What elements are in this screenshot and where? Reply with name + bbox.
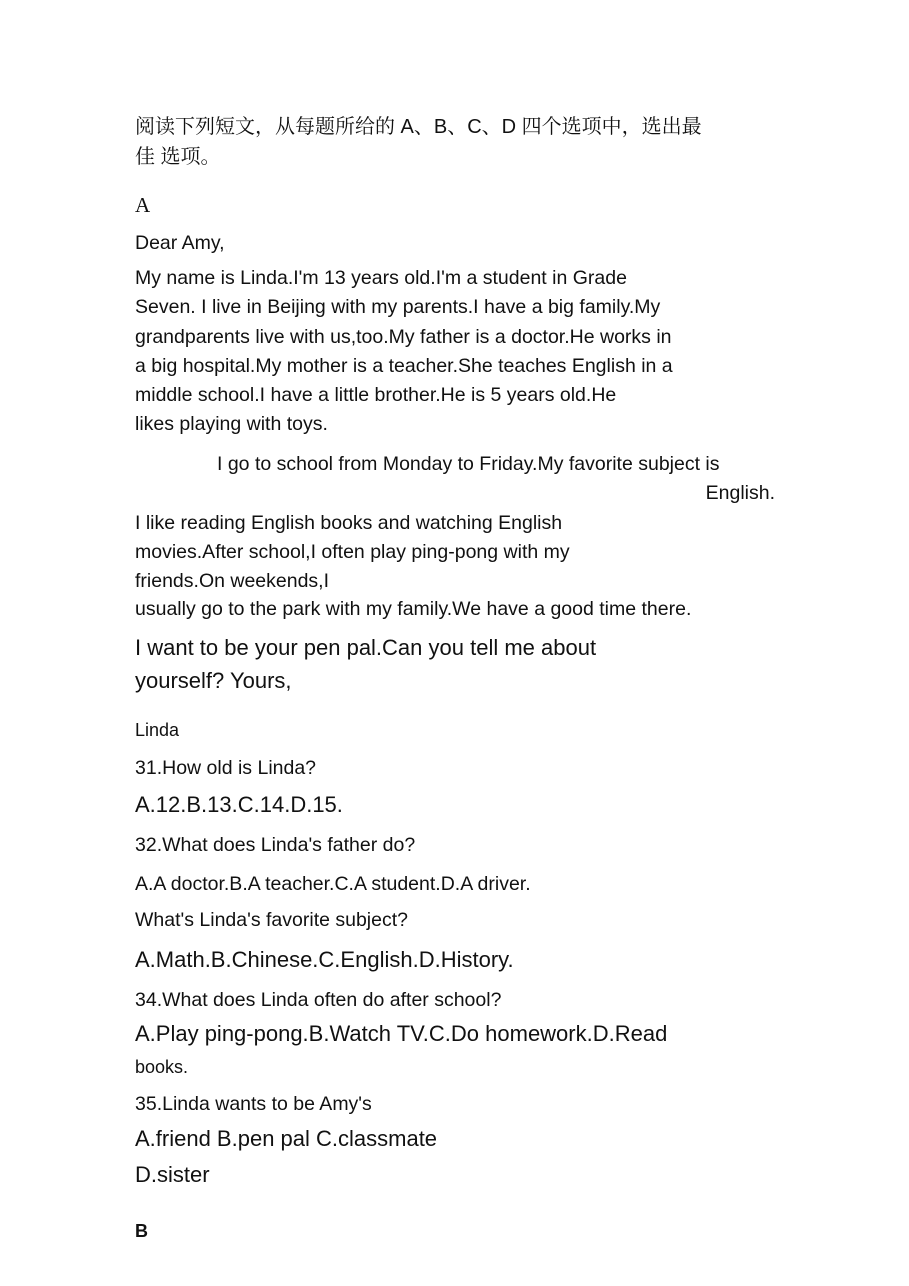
- letter-signature: Linda: [135, 720, 180, 740]
- question-32-options: A.A doctor.B.A teacher.C.A student.D.A driver.: [135, 873, 531, 895]
- letter-paragraph-3-line: I like reading English books and watching English: [135, 512, 563, 534]
- question-35-options-line-1: A.friend B.pen pal C.classmate: [135, 1126, 438, 1151]
- letter-paragraph-3-line: usually go to the park with my family.We have a good time there.: [135, 598, 692, 620]
- question-33-options: A.Math.B.Chinese.C.English.D.History.: [135, 947, 514, 972]
- question-33-stem: What's Linda's favorite subject?: [135, 909, 408, 931]
- letter-paragraph-1-line: likes playing with toys.: [135, 413, 328, 435]
- letter-paragraph-1-line: grandparents live with us,too.My father is a doctor.He works in: [135, 326, 672, 348]
- question-31-stem: 31.How old is Linda?: [135, 757, 317, 779]
- instructions-line-1: 阅读下列短文，从每题所给的 A、B、C、D 四个选项中，选出最: [135, 116, 702, 138]
- section-a-label: A: [135, 193, 151, 217]
- question-32-stem: 32.What does Linda's father do?: [135, 834, 416, 856]
- letter-paragraph-1-line: a big hospital.My mother is a teacher.She teaches English in a: [135, 355, 673, 377]
- instructions-line-2: 佳 选项。: [135, 146, 221, 168]
- section-b-label: B: [135, 1221, 148, 1241]
- question-35-stem: 35.Linda wants to be Amy's: [135, 1093, 372, 1115]
- letter-paragraph-2-line-2: English.: [705, 482, 775, 504]
- question-35-options-line-2: D.sister: [135, 1162, 210, 1187]
- letter-paragraph-1-line: Seven. I live in Beijing with my parents.I have a big family.My: [135, 296, 661, 318]
- letter-closing-line-1: I want to be your pen pal.Can you tell me about: [135, 635, 597, 660]
- question-34-options-line-1: A.Play ping-pong.B.Watch TV.C.Do homework.D.Read: [135, 1021, 668, 1046]
- question-34-options-line-2: books.: [135, 1057, 189, 1077]
- letter-paragraph-3-line: movies.After school,I often play ping-pong with my: [135, 541, 570, 563]
- letter-paragraph-2-line-1: I go to school from Monday to Friday.My favorite subject is: [217, 453, 720, 475]
- letter-paragraph-1-line: middle school.I have a little brother.He is 5 years old.He: [135, 384, 617, 406]
- letter-closing-line-2: yourself? Yours,: [135, 668, 292, 693]
- letter-salutation: Dear Amy,: [135, 232, 225, 254]
- question-34-stem: 34.What does Linda often do after school?: [135, 989, 502, 1011]
- letter-paragraph-3-line: friends.On weekends,I: [135, 570, 330, 592]
- question-31-options: A.12.B.13.C.14.D.15.: [135, 792, 343, 817]
- letter-paragraph-1-line: My name is Linda.I'm 13 years old.I'm a student in Grade: [135, 267, 627, 289]
